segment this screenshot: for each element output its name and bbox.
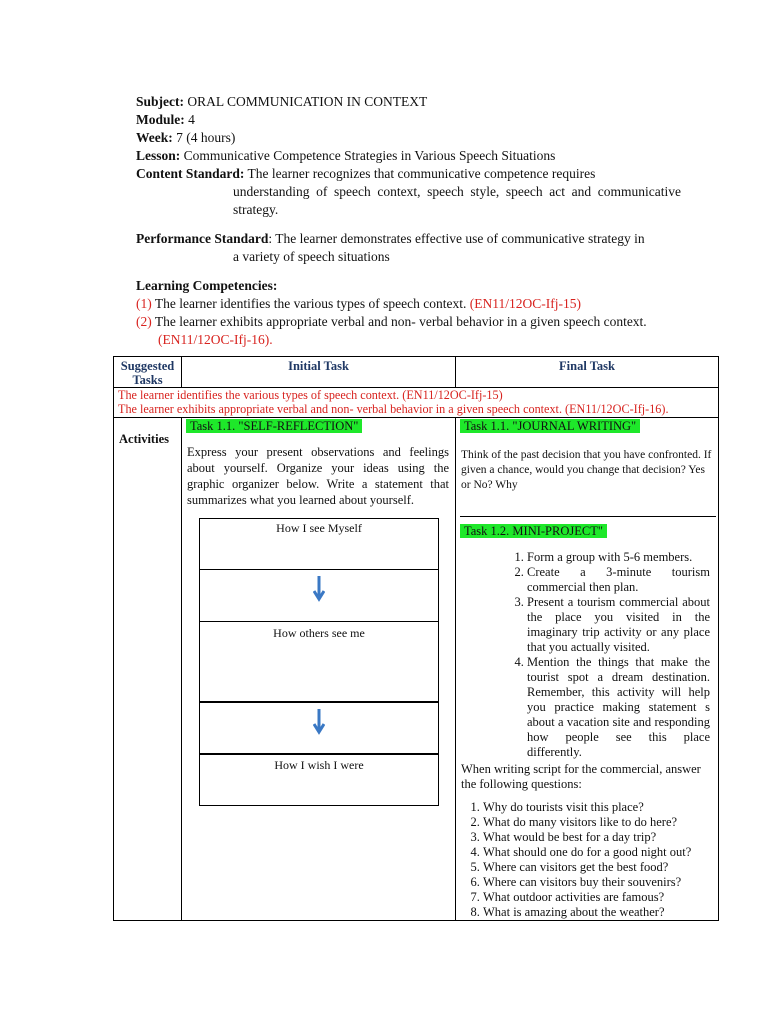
header-final-task: Final Task — [456, 357, 719, 388]
commercial-question: 1. Why do tourists visit this place? — [483, 800, 712, 815]
competency-2-text: The learner exhibits appropriate verbal and non- verbal behavior in a given speech context. — [151, 314, 647, 329]
subject-value: ORAL COMMUNICATION IN CONTEXT — [184, 94, 428, 109]
organizer-box-others-see-me: How others see me — [199, 622, 439, 702]
performance-standard-text-1: : The learner demonstrates effective use of communicative strategy in — [268, 231, 645, 246]
journal-writing-text: Think of the past decision that you have confronted. If given a chance, would you change that decision? Yes or No? Why — [461, 449, 712, 491]
content-standard-text-2: understanding of speech context, speech style, speech act and communicative strategy. — [233, 184, 681, 217]
mini-project-step: 2. Create a 3-minute tourism commercial then plan. — [527, 565, 710, 595]
objective-1: The learner identifies the various types of speech context. (EN11/12OC-Ifj-15) — [118, 388, 503, 402]
mini-project-step: 4. Mention the things that make the tourist spot a dream destination. Remember, this activity will help you practice making statement s about a vacation site and responding how people see this place differently. — [527, 655, 710, 760]
learning-competencies — [136, 277, 696, 349]
self-reflection-title: Task 1.1. "SELF-REFLECTION" — [186, 419, 362, 433]
organizer-arrow-box-2 — [199, 702, 439, 754]
mini-project-step: 3. Present a tourism commercial about the place you visited in the imaginary trip activity or any place that you actually visited. — [527, 595, 710, 655]
graphic-organizer — [199, 518, 439, 806]
organizer-box-wish-i-were: How I wish I were — [199, 754, 439, 806]
header-initial-task: Initial Task — [182, 357, 456, 388]
commercial-question: 6. Where can visitors buy their souvenirs? — [483, 875, 712, 890]
activities-label: Activities — [119, 432, 169, 446]
content-standard-text-1: The learner recognizes that communicative competence requires — [244, 166, 596, 181]
commercial-question: 8. What is amazing about the weather? — [483, 905, 712, 920]
objective-2: The learner exhibits appropriate verbal and non- verbal behavior in a given speech context. (EN11/12OC-Ifj-16). — [118, 401, 669, 416]
commercial-question: 4. What should one do for a good night out? — [483, 845, 712, 860]
journal-writing-title: Task 1.1. "JOURNAL WRITING" — [460, 419, 640, 433]
initial-task-cell — [182, 418, 456, 921]
commercial-question: 5. Where can visitors get the best food? — [483, 860, 712, 875]
week-label: Week: — [136, 130, 173, 145]
organizer-arrow-box-1 — [199, 570, 439, 622]
performance-standard-text-2: a variety of speech situations — [233, 249, 390, 264]
commercial-question: 2. What do many visitors like to do here? — [483, 815, 712, 830]
performance-standard — [136, 230, 681, 266]
script-intro: When writing script for the commercial, answer the following questions: — [461, 762, 701, 791]
competency-2-code: (EN11/12OC-Ifj-16). — [158, 332, 273, 347]
commercial-question: 7. What outdoor activities are famous? — [483, 890, 712, 905]
final-task-cell — [456, 418, 719, 921]
module-value: 4 — [184, 112, 195, 127]
self-reflection-instructions: Express your present observations and feelings about yourself. Organize your ideas using the graphic organizer below. Write a statement that summarizes what you learned about yourself. — [187, 445, 449, 507]
competency-1-code: (EN11/12OC-Ifj-15) — [469, 296, 581, 311]
header-suggested-tasks: Suggested Tasks — [114, 357, 182, 388]
module-label: Module: — [136, 112, 185, 127]
week-value: 7 (4 hours) — [172, 130, 236, 145]
competency-1-text: The learner identifies the various types of speech context. — [151, 296, 470, 311]
activities-cell — [114, 418, 182, 921]
lesson-value: Communicative Competence Strategies in Various Speech Situations — [180, 148, 556, 163]
subject-label: Subject: — [136, 94, 184, 109]
arrow-down-icon — [313, 576, 325, 602]
arrow-down-icon — [313, 709, 325, 735]
objectives-row — [114, 388, 719, 418]
mini-project-step: 1. Form a group with 5-6 members. — [527, 550, 710, 565]
competencies-label: Learning Competencies: — [136, 278, 278, 293]
mini-project-steps — [527, 550, 710, 760]
commercial-questions — [483, 800, 712, 920]
mini-project-title: Task 1.2. MINI-PROJECT" — [460, 524, 607, 538]
commercial-question: 3. What would be best for a day trip? — [483, 830, 712, 845]
tasks-table — [113, 356, 719, 921]
competency-2-number: (2) — [136, 314, 152, 329]
content-standard-label: Content Standard: — [136, 166, 245, 181]
document-header — [136, 93, 681, 219]
lesson-label: Lesson: — [136, 148, 181, 163]
competency-1-number: (1) — [136, 296, 152, 311]
organizer-box-see-myself: How I see Myself — [199, 518, 439, 570]
performance-standard-label: Performance Standard — [136, 231, 269, 246]
